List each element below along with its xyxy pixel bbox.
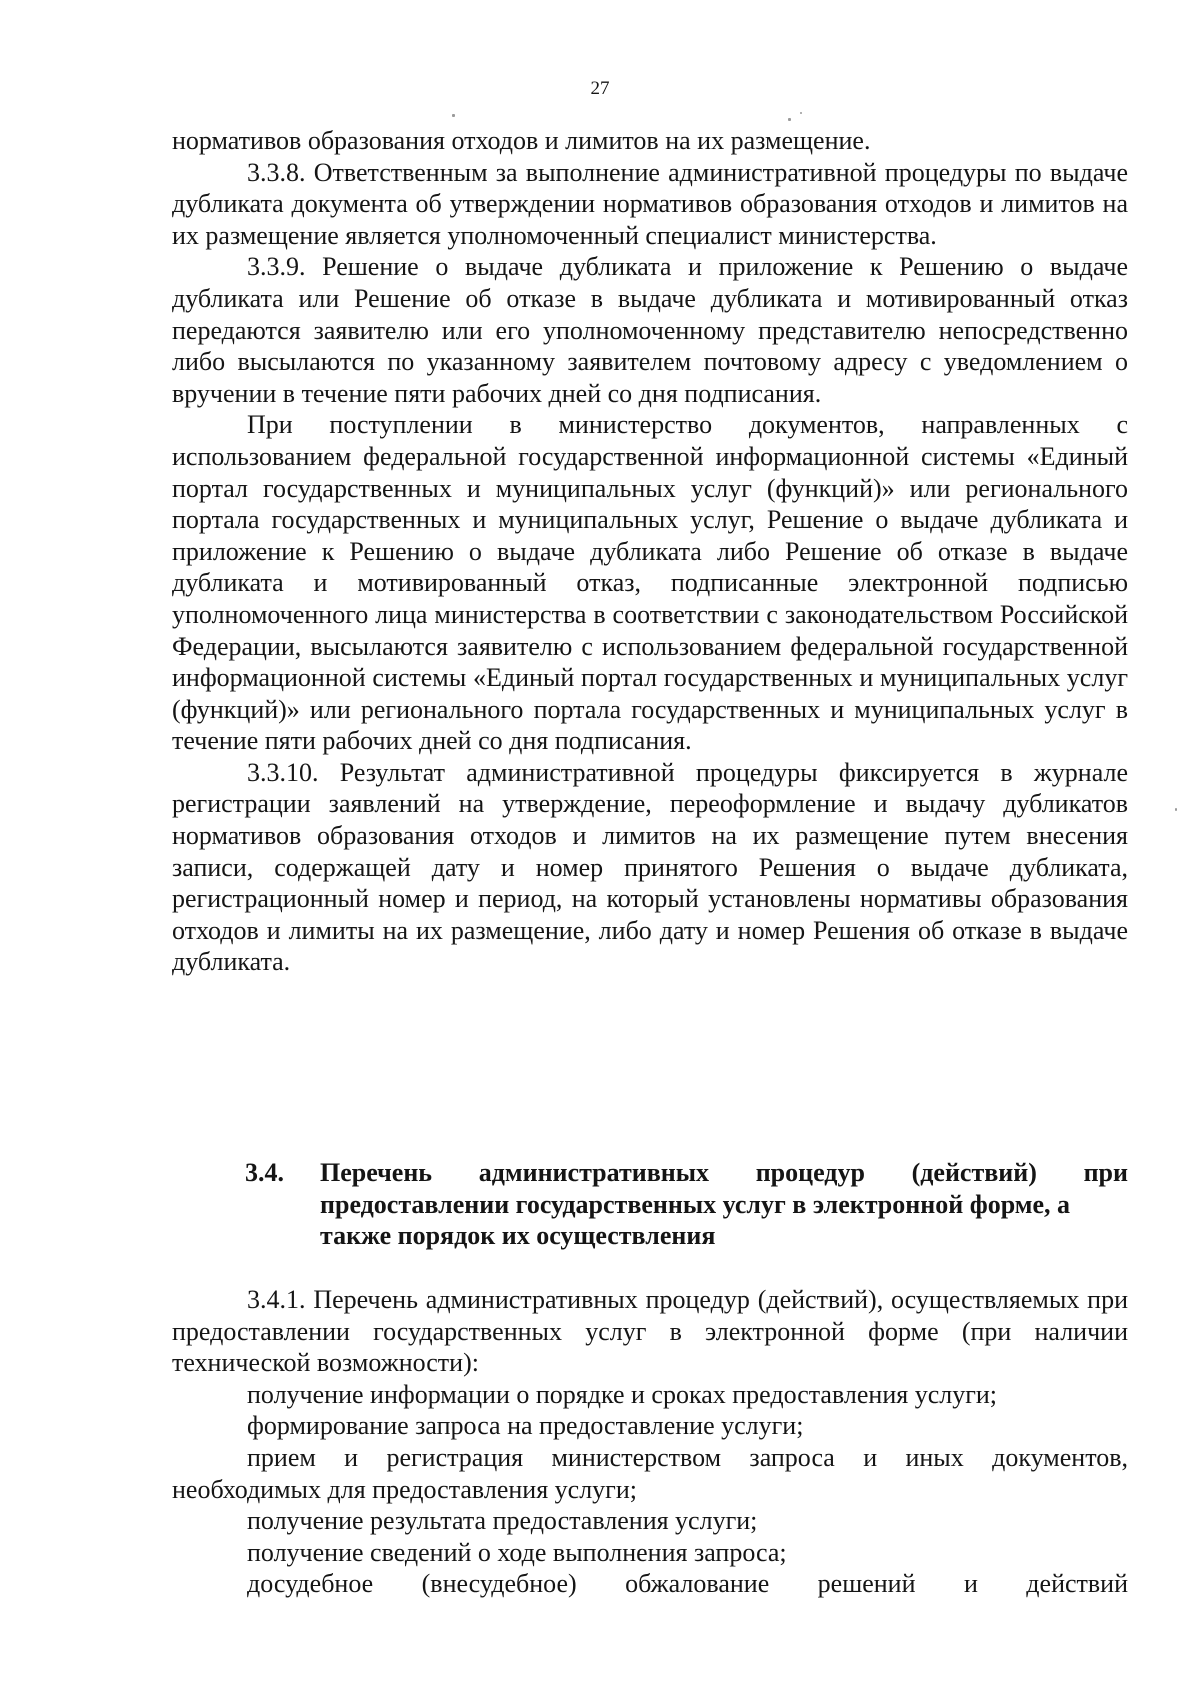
paragraph: нормативов образования отходов и лимитов на их размещение. — [172, 126, 871, 155]
scan-mark — [1175, 808, 1177, 811]
scan-mark — [788, 118, 791, 121]
body-text-bottom — [172, 1284, 1128, 1600]
paragraph: 3.4.1. Перечень административных процедур (действий), осуществляемых при предоставлении государственных услуг в электронной форме (при наличии технической возможности): — [172, 1285, 1128, 1378]
section-heading — [245, 1157, 1128, 1252]
section-heading-number: 3.4. — [245, 1158, 284, 1187]
section-heading-text — [320, 1157, 1128, 1252]
body-text-top — [172, 125, 1128, 978]
paragraph: При поступлении в министерство документов, направленных с использованием федеральной государственной информационной системы «Единый портал государственных и муниципальных услуг (функций)» или регионального портала государственных и муниципальных услуг, Решение о выдаче дубликата и приложение к Решению о выдаче дубликата либо Решение об отказе в выдаче дубликата и мотивированный отказ, подписанные электронной подписью уполномоченного лица министерства в соответствии с законодательством Российской Федерации, высылаются заявителю с использованием федеральной государственной информационной системы «Единый портал государственных и муниципальных услуг (функций)» или регионального портала государственных и муниципальных услуг в течение пяти рабочих дней со дня подписания. — [172, 410, 1128, 756]
paragraph: 3.3.9. Решение о выдаче дубликата и приложение к Решению о выдаче дубликата или Решение об отказе в выдаче дубликата и мотивированный отказ передаются заявителю или его уполномоченному представителю непосредственно либо высылаются по указанному заявителем почтовому адресу с уведомлением о вручении в течение пяти рабочих дней со дня подписания. — [172, 252, 1128, 408]
paragraph: 3.3.8. Ответственным за выполнение административной процедуры по выдаче дубликата документа об утверждении нормативов образования отходов и лимитов на их размещение является уполномоченный специалист министерства. — [172, 157, 1128, 250]
scan-mark — [452, 114, 455, 117]
paragraph: получение сведений о ходе выполнения запроса; — [247, 1537, 787, 1567]
page-number: 27 — [590, 78, 610, 99]
scan-mark — [800, 112, 802, 114]
paragraph: досудебное (внесудебное) обжалование решений и действий — [247, 1569, 1128, 1599]
paragraph: получение информации о порядке и сроках предоставления услуги; — [247, 1379, 998, 1409]
section-heading-rest: предоставлении государственных услуг в электронной форме, а также порядок их осуществления — [320, 1189, 1071, 1251]
paragraph: прием и регистрация министерством запроса и иных документов, необходимых для предоставления услуги; — [172, 1442, 1128, 1504]
paragraph: формирование запроса на предоставление услуги; — [247, 1411, 804, 1441]
paragraph: получение результата предоставления услуги; — [247, 1506, 758, 1536]
paragraph: 3.3.10. Результат административной процедуры фиксируется в журнале регистрации заявлений на утверждение, переоформление и выдачу дубликатов нормативов образования отходов и лимитов на их размещение путем внесения записи, содержащей дату и номер принятого Решения о выдаче дубликата, регистрационный номер и период, на который установлены нормативы образования отходов и лимиты на их размещение, либо дату и номер Решения об отказе в выдаче дубликата. — [172, 757, 1128, 977]
section-heading-line1: Перечень административных процедур (действий) при — [320, 1158, 1128, 1187]
